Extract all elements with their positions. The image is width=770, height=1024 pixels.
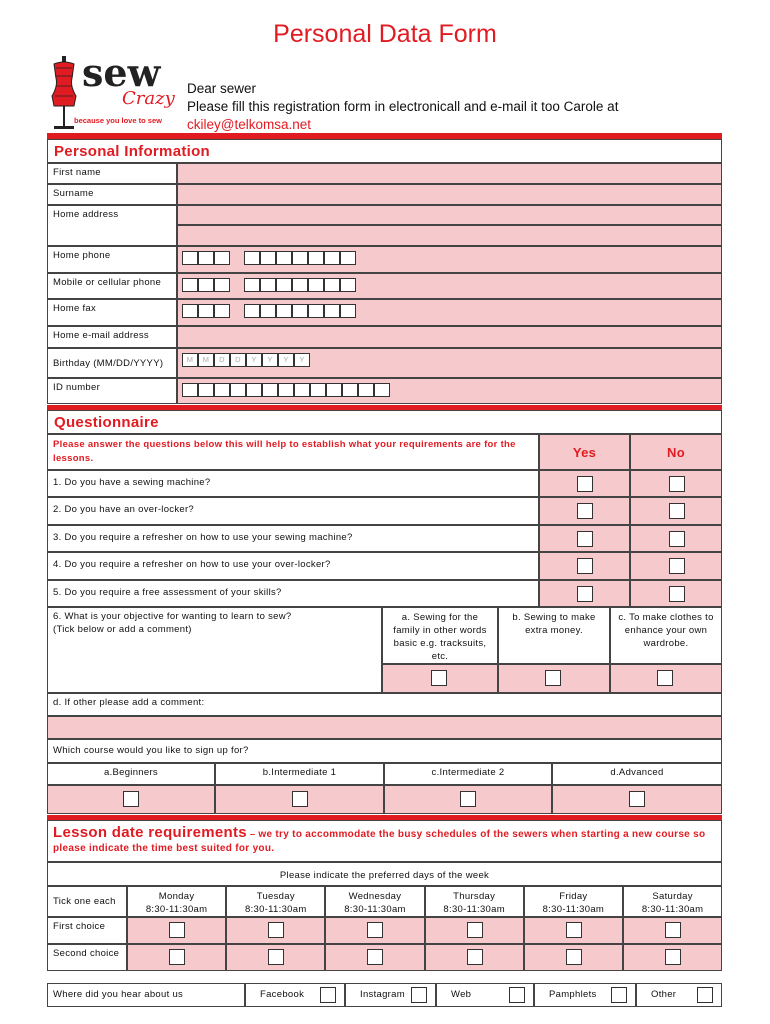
source-instagram-checkbox[interactable] bbox=[411, 987, 427, 1003]
home-phone-field[interactable] bbox=[177, 246, 722, 273]
questionnaire-heading: Questionnaire bbox=[47, 410, 722, 434]
source-pamphlets-checkbox[interactable] bbox=[611, 987, 627, 1003]
question-2-no-cell bbox=[630, 497, 722, 524]
question-1-yes-cell bbox=[539, 470, 630, 497]
question-2-yes-cell bbox=[539, 497, 630, 524]
course-intermediate2-cell bbox=[384, 785, 552, 814]
first-choice-friday-checkbox[interactable] bbox=[566, 922, 582, 938]
other-comment-field[interactable] bbox=[47, 716, 722, 739]
second-choice-wednesday-checkbox[interactable] bbox=[367, 949, 383, 965]
objective-question-hint: (Tick below or add a comment) bbox=[53, 624, 192, 635]
day-header-tuesday bbox=[226, 886, 325, 917]
first-choice-wednesday-checkbox[interactable] bbox=[367, 922, 383, 938]
source-option-pamphlets bbox=[534, 983, 636, 1007]
id-number-digit-box[interactable] bbox=[246, 383, 262, 397]
mobile-digit-box[interactable] bbox=[340, 278, 356, 292]
id-number-label: ID number bbox=[47, 378, 177, 404]
id-number-field[interactable] bbox=[177, 378, 722, 404]
course-intermediate2-label: c.Intermediate 2 bbox=[384, 763, 552, 785]
intro-email[interactable]: ckiley@telkomsa.net bbox=[187, 117, 311, 132]
birthday-digit-box[interactable]: Y bbox=[262, 353, 278, 367]
home-phone-digit-box[interactable] bbox=[292, 251, 308, 265]
home-phone-digit-box[interactable] bbox=[244, 251, 260, 265]
tick-one-each-label: Tick one each bbox=[47, 886, 127, 917]
source-option-instagram bbox=[345, 983, 436, 1007]
id-number-digit-box[interactable] bbox=[310, 383, 326, 397]
surname-label: Surname bbox=[47, 184, 177, 205]
questionnaire-instructions: Please answer the questions below this will help to establish what your requirements are for the lessons. bbox=[47, 434, 539, 470]
id-number-digit-box[interactable] bbox=[374, 383, 390, 397]
day-header-saturday bbox=[623, 886, 722, 917]
fax-digit-box[interactable] bbox=[182, 304, 198, 318]
objective-b-cell bbox=[498, 664, 610, 693]
source-option-web bbox=[436, 983, 534, 1007]
source-facebook-checkbox[interactable] bbox=[320, 987, 336, 1003]
home-phone-digit-box[interactable] bbox=[308, 251, 324, 265]
first-name-field[interactable] bbox=[177, 163, 722, 184]
home-address-field-1[interactable] bbox=[177, 205, 722, 225]
fax-digit-box[interactable] bbox=[324, 304, 340, 318]
day-name: Wednesday bbox=[348, 891, 402, 902]
personal-heading: Personal Information bbox=[47, 139, 722, 163]
fax-digit-box[interactable] bbox=[308, 304, 324, 318]
mobile-digit-box[interactable] bbox=[292, 278, 308, 292]
day-name: Tuesday bbox=[256, 891, 295, 902]
course-advanced-label: d.Advanced bbox=[552, 763, 722, 785]
surname-field[interactable] bbox=[177, 184, 722, 205]
objective-c-cell bbox=[610, 664, 722, 693]
lesson-note: we try to accommodate the busy schedules of the sewers when starting a new course so please indicate the time best suited for you. bbox=[53, 829, 706, 854]
course-intermediate1-label: b.Intermediate 1 bbox=[215, 763, 384, 785]
home-phone-label: Home phone bbox=[47, 246, 177, 273]
id-number-digit-box[interactable] bbox=[198, 383, 214, 397]
objective-b-checkbox[interactable] bbox=[545, 670, 561, 686]
intro-text bbox=[187, 80, 618, 134]
course-beginners-cell bbox=[47, 785, 215, 814]
first-choice-monday-cell bbox=[127, 917, 226, 944]
second-choice-friday-cell bbox=[524, 944, 623, 971]
birthday-field[interactable] bbox=[177, 348, 722, 378]
fax-digit-box[interactable] bbox=[340, 304, 356, 318]
second-choice-tuesday-checkbox[interactable] bbox=[268, 949, 284, 965]
id-number-digit-box[interactable] bbox=[230, 383, 246, 397]
day-header-friday bbox=[524, 886, 623, 917]
day-time: 8:30-11:30am bbox=[145, 904, 208, 915]
id-number-digit-box[interactable] bbox=[278, 383, 294, 397]
question-4-yes-checkbox[interactable] bbox=[577, 558, 593, 574]
mobile-digit-box[interactable] bbox=[276, 278, 292, 292]
second-choice-monday-checkbox[interactable] bbox=[169, 949, 185, 965]
intro-instructions: Please fill this registration form in electronicall and e-mail it too Carole at bbox=[187, 99, 619, 114]
course-advanced-checkbox[interactable] bbox=[629, 791, 645, 807]
second-choice-label: Second choice bbox=[47, 944, 127, 971]
day-header-wednesday bbox=[325, 886, 424, 917]
lesson-heading-block bbox=[47, 820, 722, 862]
logo bbox=[44, 50, 179, 132]
birthday-label: Birthday (MM/DD/YYYY) bbox=[47, 348, 177, 378]
question-5-no-cell bbox=[630, 580, 722, 607]
source-other-checkbox[interactable] bbox=[697, 987, 713, 1003]
other-comment-label: d. If other please add a comment: bbox=[47, 693, 722, 716]
birthday-digit-box[interactable]: M bbox=[198, 353, 214, 367]
question-1: 1. Do you have a sewing machine? bbox=[47, 470, 539, 497]
home-address-label: Home address bbox=[47, 205, 177, 246]
first-choice-wednesday-cell bbox=[325, 917, 424, 944]
days-instruction: Please indicate the preferred days of the week bbox=[47, 862, 722, 886]
day-time: 8:30-11:30am bbox=[245, 904, 307, 915]
home-phone-digit-box[interactable] bbox=[276, 251, 292, 265]
first-choice-tuesday-cell bbox=[226, 917, 325, 944]
question-1-yes-checkbox[interactable] bbox=[577, 476, 593, 492]
home-phone-digit-box[interactable] bbox=[324, 251, 340, 265]
question-1-no-checkbox[interactable] bbox=[669, 476, 685, 492]
source-option-label: Pamphlets bbox=[549, 989, 597, 1000]
home-phone-digit-box[interactable] bbox=[340, 251, 356, 265]
question-3-no-checkbox[interactable] bbox=[669, 531, 685, 547]
course-advanced-cell bbox=[552, 785, 722, 814]
second-choice-saturday-cell bbox=[623, 944, 722, 971]
first-choice-label: First choice bbox=[47, 917, 127, 944]
source-option-label: Instagram bbox=[360, 989, 405, 1000]
home-fax-field[interactable] bbox=[177, 299, 722, 326]
email-label: Home e-mail address bbox=[47, 326, 177, 348]
first-choice-tuesday-checkbox[interactable] bbox=[268, 922, 284, 938]
source-option-facebook bbox=[245, 983, 345, 1007]
second-choice-friday-checkbox[interactable] bbox=[566, 949, 582, 965]
mobile-digit-box[interactable] bbox=[324, 278, 340, 292]
question-5-no-checkbox[interactable] bbox=[669, 586, 685, 602]
objective-option-a: a. Sewing for the family in other words basic e.g. tracksuits, etc. bbox=[382, 607, 498, 664]
day-name: Saturday bbox=[652, 891, 693, 902]
first-choice-friday-cell bbox=[524, 917, 623, 944]
first-choice-saturday-checkbox[interactable] bbox=[665, 922, 681, 938]
first-choice-thursday-cell bbox=[425, 917, 524, 944]
id-number-digit-box[interactable] bbox=[358, 383, 374, 397]
day-name: Thursday bbox=[453, 891, 496, 902]
fax-digit-box[interactable] bbox=[260, 304, 276, 318]
fax-digit-box[interactable] bbox=[292, 304, 308, 318]
source-option-other bbox=[636, 983, 722, 1007]
course-beginners-checkbox[interactable] bbox=[123, 791, 139, 807]
yes-column-header: Yes bbox=[539, 434, 630, 470]
objective-question-text: 6. What is your objective for wanting to learn to sew? bbox=[53, 611, 292, 622]
question-3-yes-cell bbox=[539, 525, 630, 552]
day-time: 8:30-11:30am bbox=[344, 904, 406, 915]
source-option-label: Facebook bbox=[260, 989, 305, 1000]
fax-digit-box[interactable] bbox=[244, 304, 260, 318]
fax-digit-box[interactable] bbox=[198, 304, 214, 318]
second-choice-thursday-checkbox[interactable] bbox=[467, 949, 483, 965]
question-1-no-cell bbox=[630, 470, 722, 497]
source-option-label: Other bbox=[651, 989, 677, 1000]
email-field[interactable] bbox=[177, 326, 722, 348]
day-time: 8:30-11:30am bbox=[542, 904, 605, 915]
birthday-digit-box[interactable]: Y bbox=[246, 353, 262, 367]
question-5: 5. Do you require a free assessment of your skills? bbox=[47, 580, 539, 607]
home-fax-label: Home fax bbox=[47, 299, 177, 326]
mobile-digit-box[interactable] bbox=[308, 278, 324, 292]
question-3-yes-checkbox[interactable] bbox=[577, 531, 593, 547]
question-4-yes-cell bbox=[539, 552, 630, 579]
id-number-digit-box[interactable] bbox=[262, 383, 278, 397]
source-option-label: Web bbox=[451, 989, 472, 1000]
lesson-heading: Lesson date requirements bbox=[53, 824, 247, 841]
mobile-digit-box[interactable] bbox=[244, 278, 260, 292]
objective-question bbox=[47, 607, 382, 693]
course-intermediate1-checkbox[interactable] bbox=[292, 791, 308, 807]
course-beginners-label: a.Beginners bbox=[47, 763, 215, 785]
course-question: Which course would you like to sign up for? bbox=[47, 739, 722, 763]
question-5-yes-checkbox[interactable] bbox=[577, 586, 593, 602]
logo-sub: Crazy bbox=[122, 88, 175, 109]
lesson-dash: – bbox=[246, 829, 259, 840]
question-3: 3. Do you require a refresher on how to use your sewing machine? bbox=[47, 525, 539, 552]
intro-greeting: Dear sewer bbox=[187, 81, 257, 96]
id-number-digit-box[interactable] bbox=[326, 383, 342, 397]
fax-digit-box[interactable] bbox=[214, 304, 230, 318]
objective-option-b: b. Sewing to make extra money. bbox=[498, 607, 610, 664]
id-number-digit-box[interactable] bbox=[182, 383, 198, 397]
first-name-label: First name bbox=[47, 163, 177, 184]
birthday-digit-box[interactable]: M bbox=[182, 353, 198, 367]
mobile-digit-box[interactable] bbox=[182, 278, 198, 292]
question-4-no-cell bbox=[630, 552, 722, 579]
home-phone-digit-box[interactable] bbox=[260, 251, 276, 265]
question-3-no-cell bbox=[630, 525, 722, 552]
question-2-yes-checkbox[interactable] bbox=[577, 503, 593, 519]
second-choice-wednesday-cell bbox=[325, 944, 424, 971]
first-choice-monday-checkbox[interactable] bbox=[169, 922, 185, 938]
home-phone-digit-box[interactable] bbox=[182, 251, 198, 265]
objective-c-checkbox[interactable] bbox=[657, 670, 673, 686]
birthday-digit-box[interactable]: Y bbox=[278, 353, 294, 367]
fax-digit-box[interactable] bbox=[276, 304, 292, 318]
question-5-yes-cell bbox=[539, 580, 630, 607]
day-name: Monday bbox=[158, 891, 195, 902]
day-time: 8:30-11:30am bbox=[641, 904, 704, 915]
home-address-field-2[interactable] bbox=[177, 225, 722, 246]
objective-option-c: c. To make clothes to enhance your own wardrobe. bbox=[610, 607, 722, 664]
question-2: 2. Do you have an over-locker? bbox=[47, 497, 539, 524]
day-time: 8:30-11:30am bbox=[443, 904, 505, 915]
day-header-thursday bbox=[425, 886, 524, 917]
page-title: Personal Data Form bbox=[273, 20, 497, 48]
id-number-digit-box[interactable] bbox=[214, 383, 230, 397]
course-intermediate1-cell bbox=[215, 785, 384, 814]
no-column-header: No bbox=[630, 434, 722, 470]
home-phone-digit-box[interactable] bbox=[214, 251, 230, 265]
course-intermediate2-checkbox[interactable] bbox=[460, 791, 476, 807]
day-name: Friday bbox=[559, 891, 588, 902]
mobile-field[interactable] bbox=[177, 273, 722, 299]
id-number-digit-box[interactable] bbox=[294, 383, 310, 397]
birthday-digit-box[interactable]: D bbox=[230, 353, 246, 367]
question-2-no-checkbox[interactable] bbox=[669, 503, 685, 519]
objective-a-cell bbox=[382, 664, 498, 693]
day-header-monday bbox=[127, 886, 226, 917]
second-choice-tuesday-cell bbox=[226, 944, 325, 971]
second-choice-monday-cell bbox=[127, 944, 226, 971]
mobile-digit-box[interactable] bbox=[198, 278, 214, 292]
second-choice-saturday-checkbox[interactable] bbox=[665, 949, 681, 965]
source-web-checkbox[interactable] bbox=[509, 987, 525, 1003]
second-choice-thursday-cell bbox=[425, 944, 524, 971]
home-phone-digit-box[interactable] bbox=[198, 251, 214, 265]
logo-tagline: because you love to sew bbox=[74, 116, 162, 125]
birthday-digit-box[interactable]: Y bbox=[294, 353, 310, 367]
question-4-no-checkbox[interactable] bbox=[669, 558, 685, 574]
mobile-label: Mobile or cellular phone bbox=[47, 273, 177, 299]
mobile-digit-box[interactable] bbox=[214, 278, 230, 292]
birthday-digit-box[interactable]: D bbox=[214, 353, 230, 367]
id-number-digit-box[interactable] bbox=[342, 383, 358, 397]
first-choice-thursday-checkbox[interactable] bbox=[467, 922, 483, 938]
mobile-digit-box[interactable] bbox=[260, 278, 276, 292]
question-4: 4. Do you require a refresher on how to use your over-locker? bbox=[47, 552, 539, 579]
logo-brand: sew bbox=[82, 50, 161, 95]
source-label: Where did you hear about us bbox=[47, 983, 245, 1007]
objective-a-checkbox[interactable] bbox=[431, 670, 447, 686]
first-choice-saturday-cell bbox=[623, 917, 722, 944]
